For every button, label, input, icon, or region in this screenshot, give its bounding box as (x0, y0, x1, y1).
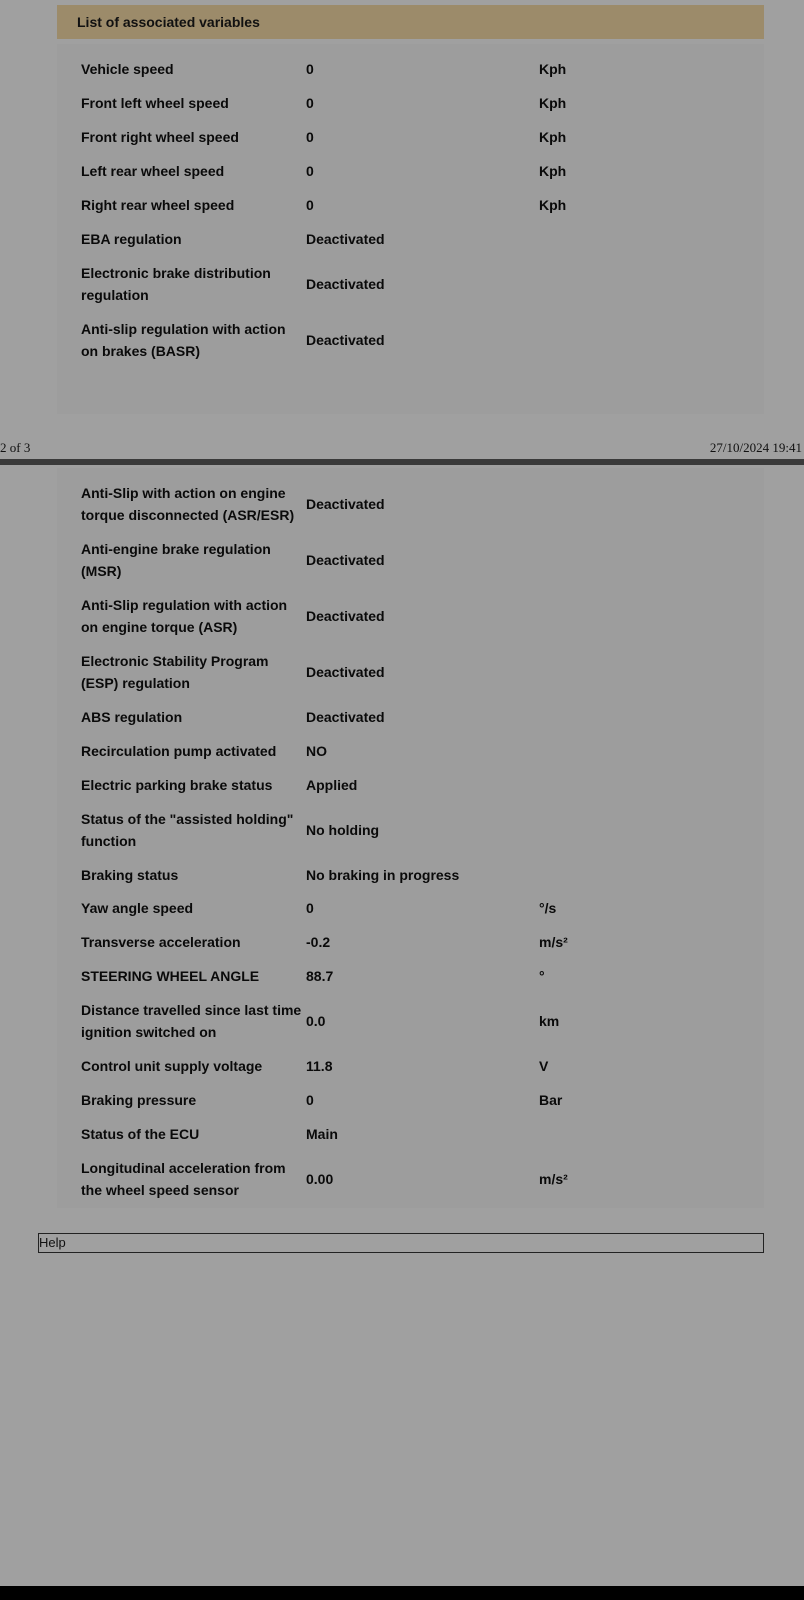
variable-value: 0 (306, 163, 314, 179)
variable-name: Status of the ECU (81, 1126, 200, 1142)
help-link[interactable] (38, 1233, 764, 1253)
variable-unit (539, 535, 739, 585)
variable-value: No braking in progress (306, 867, 460, 883)
page-divider (0, 459, 804, 465)
variable-name: Electronic brake distribution regulation (81, 265, 271, 303)
help-label: Help (39, 1235, 66, 1250)
variable-value: 0 (306, 95, 314, 111)
variable-value: 0.0 (306, 1013, 326, 1029)
variable-unit: ° (539, 968, 545, 984)
table-row (57, 52, 764, 86)
table-row (57, 647, 764, 697)
variable-unit: m/s² (539, 1171, 568, 1187)
variable-value: Applied (306, 777, 358, 793)
table-row (57, 222, 764, 256)
table-row (57, 996, 764, 1046)
variable-name: STEERING WHEEL ANGLE (81, 968, 260, 984)
variable-unit (539, 805, 739, 855)
variable-name: Anti-slip regulation with action on brakes (BASR) (81, 321, 286, 359)
variable-value: Deactivated (306, 664, 385, 680)
variable-unit (539, 315, 739, 365)
variable-value: 0 (306, 129, 314, 145)
variable-name: Status of the "assisted holding" function (81, 811, 294, 849)
variable-name: Anti-engine brake regulation (MSR) (81, 541, 271, 579)
variable-unit: km (539, 1013, 560, 1029)
variable-unit: m/s² (539, 934, 568, 950)
variable-unit (539, 858, 739, 892)
variable-name: Braking status (81, 867, 179, 883)
variable-unit: V (539, 1058, 549, 1074)
variable-value: Deactivated (306, 496, 385, 512)
section-header (57, 5, 764, 39)
variable-unit: Bar (539, 1092, 563, 1108)
table-row (57, 891, 764, 925)
variable-unit (539, 768, 739, 802)
table-row (57, 86, 764, 120)
variable-unit: Kph (539, 163, 567, 179)
variable-value: -0.2 (306, 934, 331, 950)
variable-unit (539, 222, 739, 256)
page-indicator: 2 of 3 (0, 440, 31, 455)
variable-unit (539, 734, 739, 768)
section-title: List of associated variables (77, 14, 260, 30)
variable-name: EBA regulation (81, 231, 182, 247)
table-row (57, 535, 764, 585)
variable-name: Right rear wheel speed (81, 197, 235, 213)
variable-value: Deactivated (306, 608, 385, 624)
table-row (57, 1049, 764, 1083)
variable-value: NO (306, 743, 327, 759)
bottom-bar (0, 1586, 804, 1600)
variable-unit: Kph (539, 95, 567, 111)
table-row (57, 1083, 764, 1117)
variable-value: 0 (306, 61, 314, 77)
table-row (57, 591, 764, 641)
variable-value: Deactivated (306, 276, 385, 292)
table-row (57, 858, 764, 892)
variable-value: Deactivated (306, 552, 385, 568)
variable-value: 0 (306, 1092, 314, 1108)
variable-unit (539, 259, 739, 309)
variable-value: 0 (306, 900, 314, 916)
variable-unit (539, 647, 739, 697)
variable-name: Transverse acceleration (81, 934, 241, 950)
table-row (57, 1154, 764, 1204)
variable-name: Vehicle speed (81, 61, 174, 77)
table-row (57, 700, 764, 734)
variable-value: 88.7 (306, 968, 334, 984)
table-row (57, 479, 764, 529)
variable-name: Anti-Slip regulation with action on engine torque (ASR) (81, 597, 288, 635)
variable-name: Longitudinal acceleration from the wheel speed sensor (81, 1160, 286, 1198)
variable-name: Front right wheel speed (81, 129, 239, 145)
table-row (57, 120, 764, 154)
variable-value: 11.8 (306, 1058, 333, 1074)
variable-value: Main (306, 1126, 338, 1142)
variable-name: Recirculation pump activated (81, 743, 277, 759)
table-row (57, 805, 764, 855)
variable-name: Control unit supply voltage (81, 1058, 263, 1074)
variable-unit (539, 1117, 739, 1151)
table-row (57, 925, 764, 959)
variable-value: 0.00 (306, 1171, 334, 1187)
table-row (57, 154, 764, 188)
table-row (57, 768, 764, 802)
variable-name: Left rear wheel speed (81, 163, 225, 179)
variable-name: Electronic Stability Program (ESP) regulation (81, 653, 269, 691)
variable-unit: Kph (539, 129, 567, 145)
table-row (57, 734, 764, 768)
variable-unit: Kph (539, 197, 567, 213)
table-row (57, 188, 764, 222)
variable-name: ABS regulation (81, 709, 183, 725)
variable-name: Yaw angle speed (81, 900, 194, 916)
variable-name: Front left wheel speed (81, 95, 229, 111)
page-footer (0, 440, 804, 460)
variable-name: Braking pressure (81, 1092, 197, 1108)
print-datetime: 27/10/2024 19:41 (709, 440, 802, 455)
variable-unit: Kph (539, 61, 567, 77)
variable-value: No holding (306, 822, 380, 838)
variable-unit (539, 479, 739, 529)
table-row (57, 259, 764, 309)
variable-name: Electric parking brake status (81, 777, 273, 793)
variable-unit: °/s (539, 900, 557, 916)
variable-value: Deactivated (306, 231, 385, 247)
variable-value: 0 (306, 197, 314, 213)
table-row (57, 315, 764, 365)
variable-value: Deactivated (306, 332, 385, 348)
variable-value: Deactivated (306, 709, 385, 725)
table-row (57, 1117, 764, 1151)
variable-name: Anti-Slip with action on engine torque disconnected (ASR/ESR) (81, 485, 295, 523)
variable-unit (539, 591, 739, 641)
variable-unit (539, 700, 739, 734)
table-row (57, 959, 764, 993)
variable-name: Distance travelled since last time ignition switched on (81, 1002, 302, 1040)
